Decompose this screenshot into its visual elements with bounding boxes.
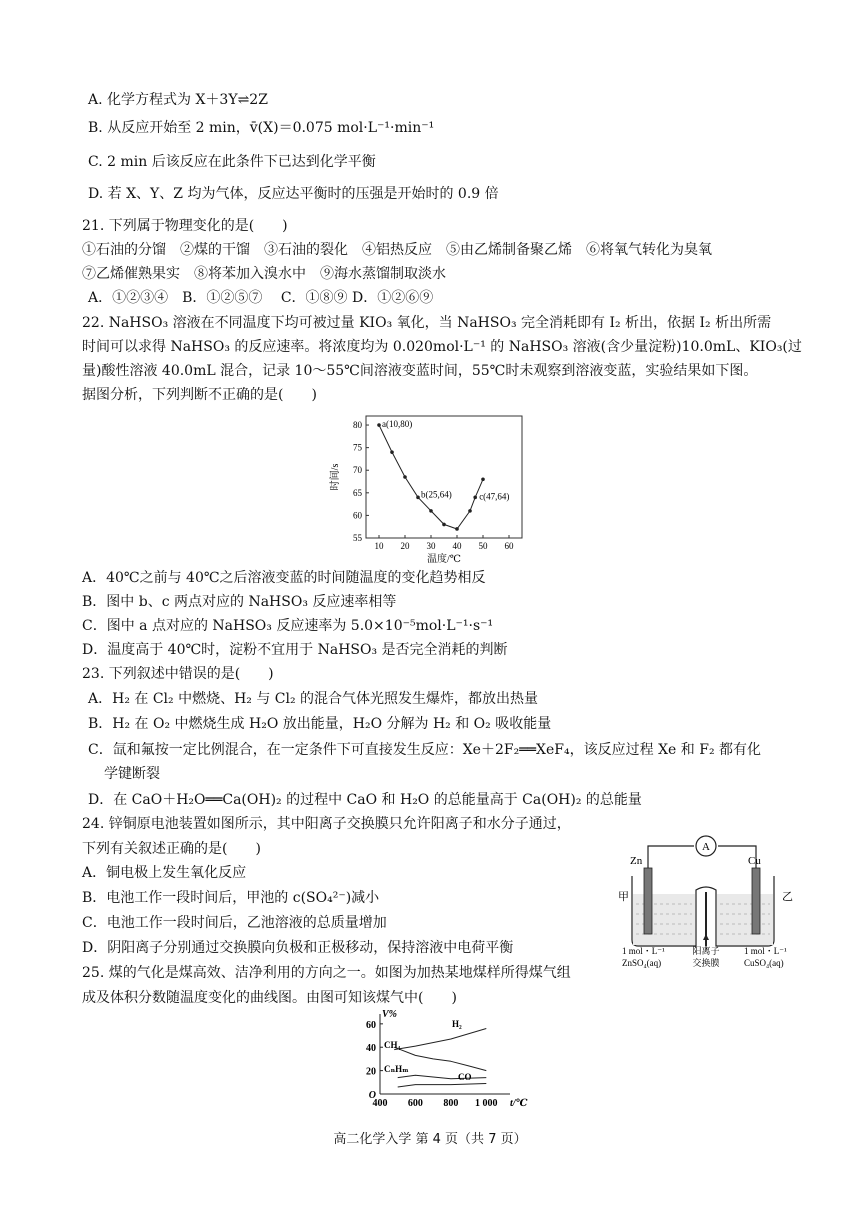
q22-temperature-time-chart (328, 410, 528, 568)
zn-label: Zn (630, 855, 643, 867)
chart2-x-tick-label: 400 (372, 1098, 388, 1109)
chart1-data-point (377, 423, 381, 427)
chart1-data-point (390, 450, 394, 454)
chart2-series-label: CH₄ (384, 1040, 401, 1050)
chart1-y-tick-label: 65 (353, 487, 362, 498)
page-footer: 高二化学入学 第 4 页（共 7 页） (333, 1132, 527, 1147)
q24-option-d: D．阴阳离子分别通过交换膜向负极和正极移动，保持溶液中电荷平衡 (82, 940, 514, 956)
q21-items-line2: ⑦乙烯催熟果实 ⑧将苯加入溴水中 ⑨海水蒸馏制取淡水 (82, 266, 446, 282)
chart1-x-tick-label: 30 (426, 541, 436, 551)
q21-options: A．①②③④ B．①②⑤⑦ C．①⑧⑨ D．①②⑥⑨ (88, 290, 434, 306)
chart1-data-point (481, 477, 485, 481)
chart1-data-point (429, 509, 433, 513)
q23-stem: 23. 下列叙述中错误的是( ) (82, 666, 274, 682)
chart2-series-label: CₙHₘ (384, 1064, 409, 1074)
q24-stem-line2: 下列有关叙述正确的是( ) (82, 841, 261, 857)
chart1-y-axis-label: 时间/s (330, 463, 341, 491)
chart2-y-tick-label: 20 (366, 1066, 376, 1078)
chart2-series-line (398, 1075, 487, 1079)
chart1-y-tick-label: 70 (353, 465, 362, 476)
q21-stem: 21. 下列属于物理变化的是( ) (82, 218, 288, 234)
chart2-series-label: H₂ (452, 1019, 462, 1029)
q22-stem-line1: 22. NaHSO₃ 溶液在不同温度下均可被过量 KIO₃ 氧化，当 NaHSO₃ 完全消耗即有 I₂ 析出，依据 I₂ 析出所需 (82, 315, 772, 331)
q20-option-a: A. 化学方程式为 X＋3Y⇌2Z (88, 92, 268, 108)
ammeter-label: A (702, 841, 710, 853)
chart2-series-label: CO (458, 1072, 472, 1082)
q25-coal-gas-chart (354, 1010, 534, 1112)
chart2-y-axis-label: V% (382, 1010, 397, 1020)
chart1-data-point (403, 475, 407, 479)
q22-option-d: D．温度高于 40℃时，淀粉不宜用于 NaHSO₃ 是否完全消耗的判断 (82, 642, 508, 658)
chart1-x-tick-label: 50 (478, 541, 488, 551)
right-concentration: 1 mol・L⁻¹ (744, 946, 787, 956)
chart2-series-line (398, 1084, 487, 1088)
right-solution: CuSO₄(aq) (744, 958, 784, 968)
q24-stem-line1: 24. 锌铜原电池装置如图所示，其中阳离子交换膜只允许阳离子和水分子通过， (82, 816, 571, 832)
chart1-point-annotation: c(47,64) (479, 491, 510, 502)
chart2-x-tick-label: 600 (407, 1098, 423, 1109)
chart2-series-line (394, 1029, 486, 1050)
chart2-y-tick-label: 40 (366, 1043, 376, 1055)
chart1-data-point (468, 509, 472, 513)
chart1-y-tick-label: 55 (353, 533, 362, 543)
chart1-y-tick-label: 80 (353, 420, 362, 431)
q23-option-c: C．氙和氟按一定比例混合，在一定条件下可直接发生反应：Xe＋2F₂══XeF₄，该反应过程 Xe 和 F₂ 都有化 (88, 742, 762, 758)
q24-option-b: B．电池工作一段时间后，甲池的 c(SO₄²⁻)减小 (82, 890, 380, 906)
pool-yi-label: 乙 (782, 891, 793, 903)
q22-option-c: C．图中 a 点对应的 NaHSO₃ 反应速率为 5.0×10⁻⁵mol·L⁻¹·s⁻¹ (82, 618, 494, 634)
q24-option-a: A．铜电极上发生氧化反应 (82, 865, 247, 881)
chart1-data-point (442, 523, 446, 527)
q21-items-line1: ①石油的分馏 ②煤的干馏 ③石油的裂化 ④铝热反应 ⑤由乙烯制备聚乙烯 ⑥将氧气转化为臭氧 (82, 242, 712, 258)
membrane-label-1: 阳离子 (692, 946, 720, 956)
q25-stem-line2: 成及体积分数随温度变化的曲线图。由图可知该煤气中( ) (82, 990, 457, 1006)
q22-option-a: A．40℃之前与 40℃之后溶液变蓝的时间随温度的变化趋势相反 (82, 570, 486, 586)
q23-option-c-continued: 学键断裂 (104, 766, 160, 782)
q20-option-d: D. 若 X、Y、Z 均为气体，反应达平衡时的压强是开始时的 0.9 倍 (88, 186, 499, 202)
zinc-copper-cell-figure (618, 828, 798, 970)
chart1-data-point (455, 527, 459, 531)
q22-option-b: B．图中 b、c 两点对应的 NaHSO₃ 反应速率相等 (82, 594, 397, 610)
chart1-data-point (416, 496, 420, 500)
cu-label: Cu (748, 855, 761, 867)
q20-option-b: B. 从反应开始至 2 min，v̄(X)＝0.075 mol·L⁻¹·min⁻¹ (88, 120, 435, 136)
q25-stem-line1: 25. 煤的气化是煤高效、洁净利用的方向之一。如图为加热某地煤样所得煤气组 (82, 965, 571, 981)
left-concentration: 1 mol・L⁻¹ (622, 946, 665, 956)
chart2-y-tick-label: O (368, 1090, 376, 1101)
q24-option-c: C．电池工作一段时间后，乙池溶液的总质量增加 (82, 915, 387, 931)
chart2-y-tick-label: 60 (366, 1019, 376, 1031)
chart1-point-annotation: a(10,80) (382, 419, 413, 430)
chart1-x-tick-label: 10 (374, 541, 384, 551)
chart2-x-tick-label: 800 (443, 1098, 459, 1109)
membrane-label-2: 交换膜 (692, 958, 720, 968)
q23-option-a: A．H₂ 在 Cl₂ 中燃烧、H₂ 与 Cl₂ 的混合气体光照发生爆炸，都放出热量 (88, 691, 539, 707)
zinc-electrode (644, 868, 652, 934)
chart1-y-tick-label: 75 (353, 442, 362, 453)
copper-electrode (752, 868, 760, 934)
q22-stem-line4: 据图分析，下列判断不正确的是( ) (82, 387, 317, 403)
q23-option-d: D．在 CaO＋H₂O══Ca(OH)₂ 的过程中 CaO 和 H₂O 的总能量高于 Ca(OH)₂ 的总能量 (88, 792, 642, 808)
chart2-x-tick-label: 1 000 (475, 1098, 498, 1109)
chart1-point-annotation: b(25,64) (421, 489, 452, 500)
q22-stem-line2: 时间可以求得 NaHSO₃ 的反应速率。将浓度均为 0.020mol·L⁻¹ 的 NaHSO₃ 溶液(含少量淀粉)10.0mL、KIO₃(过 (82, 339, 802, 355)
chart1-x-axis-label: 温度/℃ (427, 554, 461, 565)
left-solution: ZnSO₄(aq) (622, 958, 662, 968)
chart1-data-point (473, 496, 477, 500)
q23-option-b: B．H₂ 在 O₂ 中燃烧生成 H₂O 放出能量，H₂O 分解为 H₂ 和 O₂ 吸收能量 (88, 716, 552, 732)
chart1-x-tick-label: 20 (400, 541, 410, 551)
chart1-plot-area (366, 416, 522, 538)
q20-option-c: C. 2 min 后该反应在此条件下已达到化学平衡 (88, 154, 376, 170)
chart2-x-axis-label: t/℃ (510, 1098, 528, 1109)
chart1-x-tick-label: 40 (452, 541, 462, 551)
chart1-x-tick-label: 60 (504, 541, 514, 551)
q22-stem-line3: 量)酸性溶液 40.0mL 混合，记录 10～55℃间溶液变蓝时间，55℃时未观察到溶液变蓝，实验结果如下图。 (82, 363, 758, 379)
chart1-y-tick-label: 60 (353, 510, 362, 521)
pool-jia-label: 甲 (618, 891, 629, 903)
